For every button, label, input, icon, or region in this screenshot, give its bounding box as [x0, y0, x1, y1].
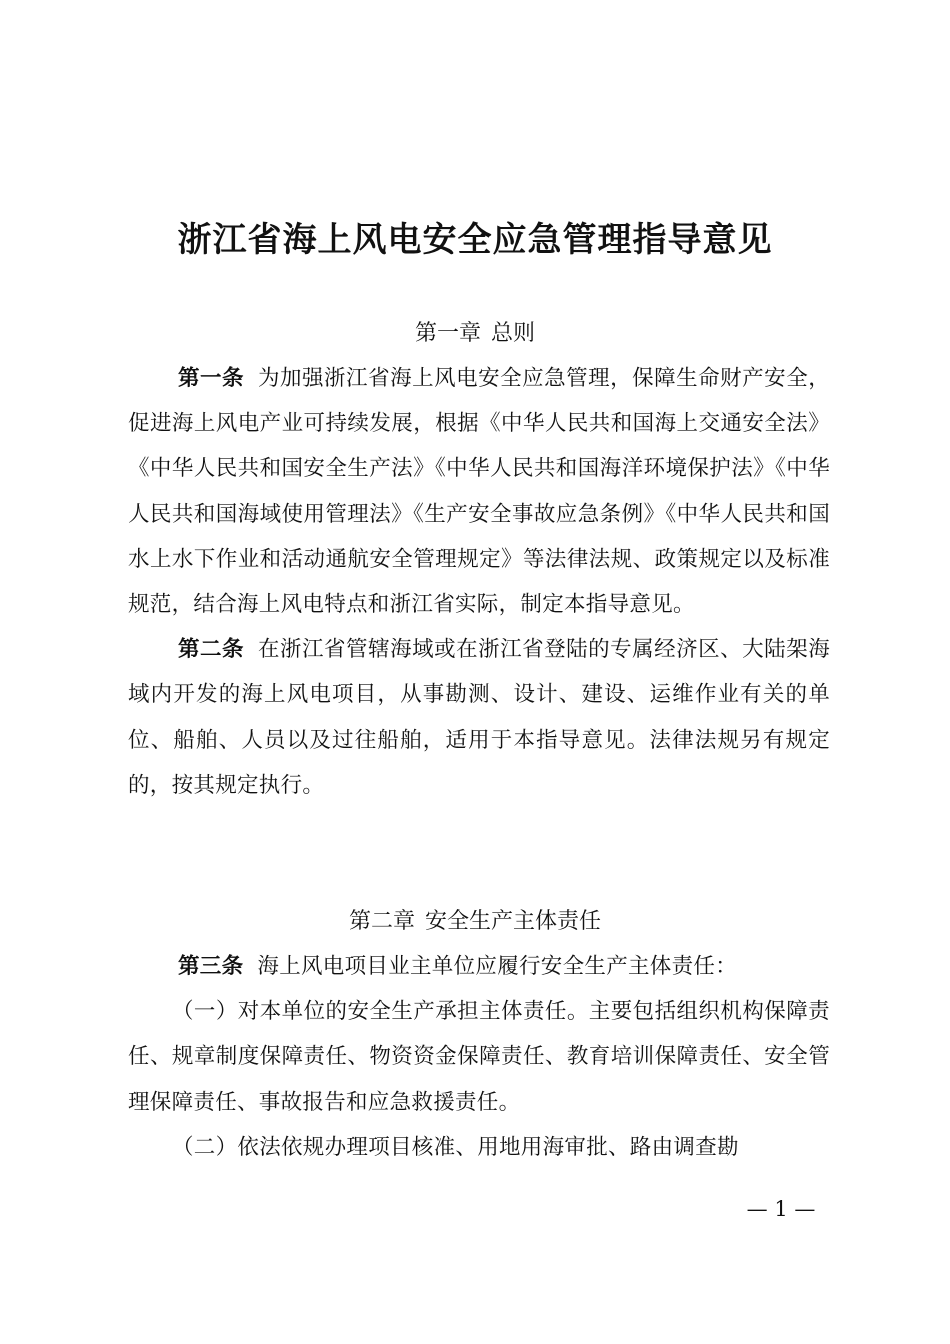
article-3-item-1: （一）对本单位的安全生产承担主体责任。主要包括组织机构保障责任、规章制度保障责任、物资资金保障责任、教育培训保障责任、安全管理保障责任、事故报告和应急救援责任。 — [128, 999, 830, 1115]
chapter-number: 第一章 — [414, 321, 481, 346]
article-1 — [128, 356, 830, 627]
chapter-name: 安全生产主体责任 — [425, 909, 602, 934]
page-number: — 1 — — [746, 1197, 816, 1221]
article-text: 海上风电项目业主单位应履行安全生产主体责任： — [257, 954, 738, 979]
article-3-item-2: （二）依法依规办理项目核准、用地用海审批、路由调查勘 — [172, 1134, 739, 1160]
article-text: 为加强浙江省海上风电安全应急管理，保障生命财产安全，促进海上风电产业可持续发展，根据《中华人民共和国海上交通安全法》《中华人民共和国安全生产法》《中华人民共和国海洋环境保护法》《中华人民共和国海域使用管理法》《生产安全事故应急条例》《中华人民共和国水上水下作业和活动通航安全管理规定》等法律法规、政策规定以及标准规范，结合海上风电特点和浙江省实际，制定本指导意见。 — [128, 366, 830, 618]
chapter-heading-1 — [0, 316, 950, 347]
chapter-1-body — [128, 356, 830, 808]
chapter-name: 总则 — [491, 321, 536, 346]
chapter-2-body — [128, 944, 830, 1170]
article-label: 第三条 — [178, 954, 244, 979]
article-2 — [128, 627, 830, 808]
chapter-heading-2 — [0, 904, 950, 935]
chapter-number: 第二章 — [348, 909, 415, 934]
article-3 — [128, 944, 830, 989]
article-label: 第二条 — [178, 637, 245, 663]
article-text: 在浙江省管辖海域或在浙江省登陆的专属经济区、大陆架海域内开发的海上风电项目，从事勘测、设计、建设、运维作业有关的单位、船舶、人员以及过往船舶，适用于本指导意见。法律法规另有规定的，按其规定执行。 — [128, 637, 830, 798]
document-title: 浙江省海上风电安全应急管理指导意见 — [177, 220, 773, 260]
article-label: 第一条 — [178, 366, 245, 391]
